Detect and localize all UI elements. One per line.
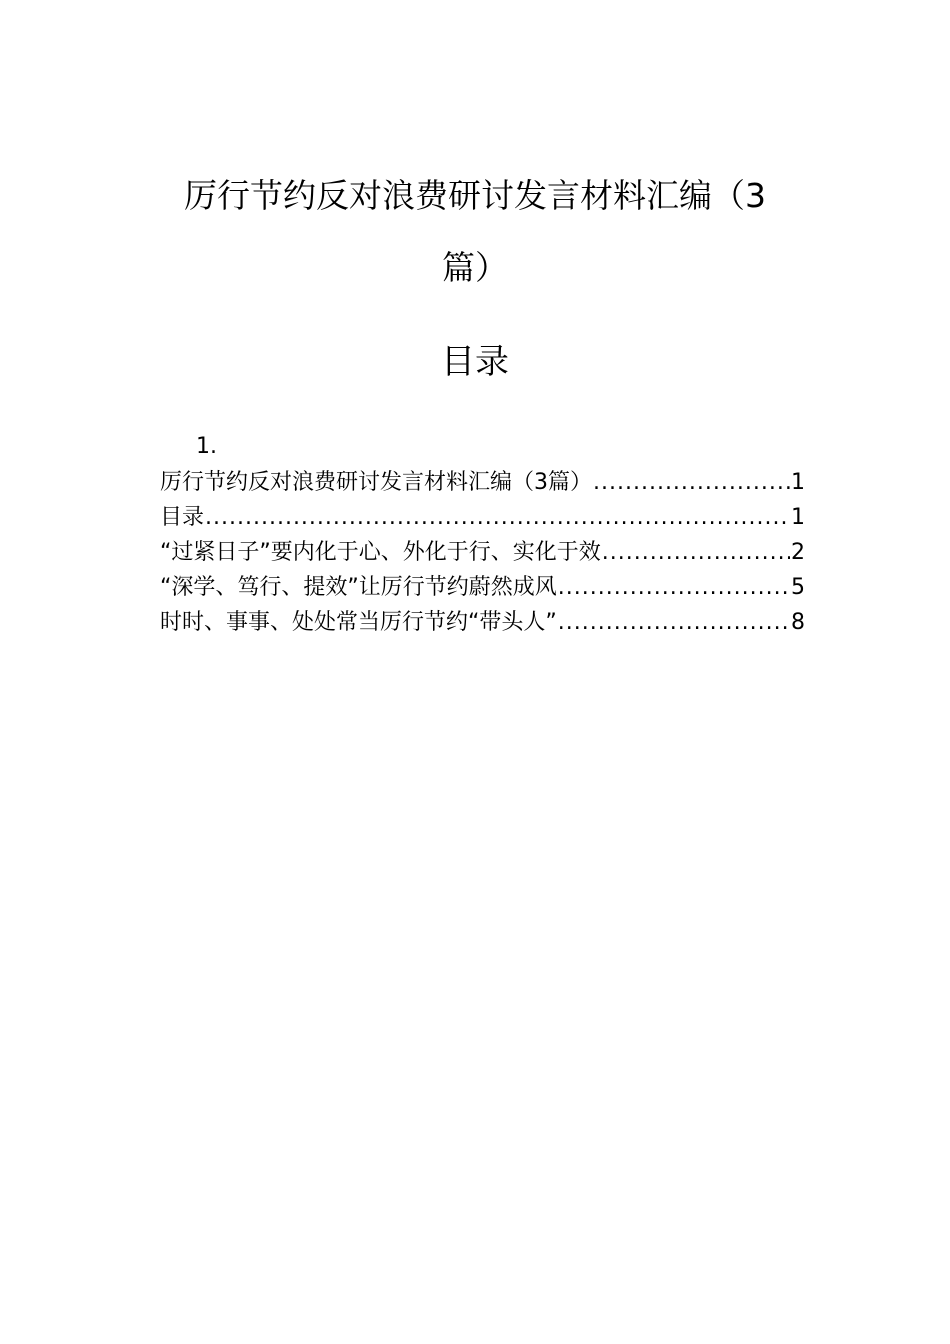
toc-entry[interactable] (160, 535, 805, 570)
toc-heading: 目录 (441, 342, 509, 382)
toc-entry-title: 时时、事事、处处常当厉行节约“带头人” (160, 610, 557, 635)
dot-leader (602, 535, 790, 570)
list-number: 1. (196, 434, 217, 459)
toc-entry-title: 厉行节约反对浪费研讨发言材料汇编（3篇） (160, 470, 592, 495)
dot-leader (205, 500, 790, 535)
document-title: 厉行节约反对浪费研讨发言材料汇编（3篇） (184, 176, 766, 287)
toc-entry[interactable] (160, 570, 805, 605)
toc-entry-page: 1 (791, 470, 805, 495)
toc-entry-page: 2 (791, 540, 805, 565)
dot-leader (593, 465, 790, 500)
toc-entry-title: “深学、笃行、提效”让厉行节约蔚然成风 (160, 575, 557, 600)
table-of-contents (160, 465, 805, 640)
dot-leader (558, 570, 790, 605)
toc-entry-page: 1 (791, 505, 805, 530)
toc-entry[interactable] (160, 465, 805, 500)
toc-entry[interactable] (160, 500, 805, 535)
dot-leader (558, 605, 790, 640)
toc-entry-page: 5 (791, 575, 805, 600)
toc-entry-title: 目录 (160, 505, 205, 530)
toc-entry-title: “过紧日子”要内化于心、外化于行、实化于效 (160, 540, 601, 565)
toc-entry[interactable] (160, 605, 805, 640)
toc-entry-page: 8 (791, 610, 805, 635)
